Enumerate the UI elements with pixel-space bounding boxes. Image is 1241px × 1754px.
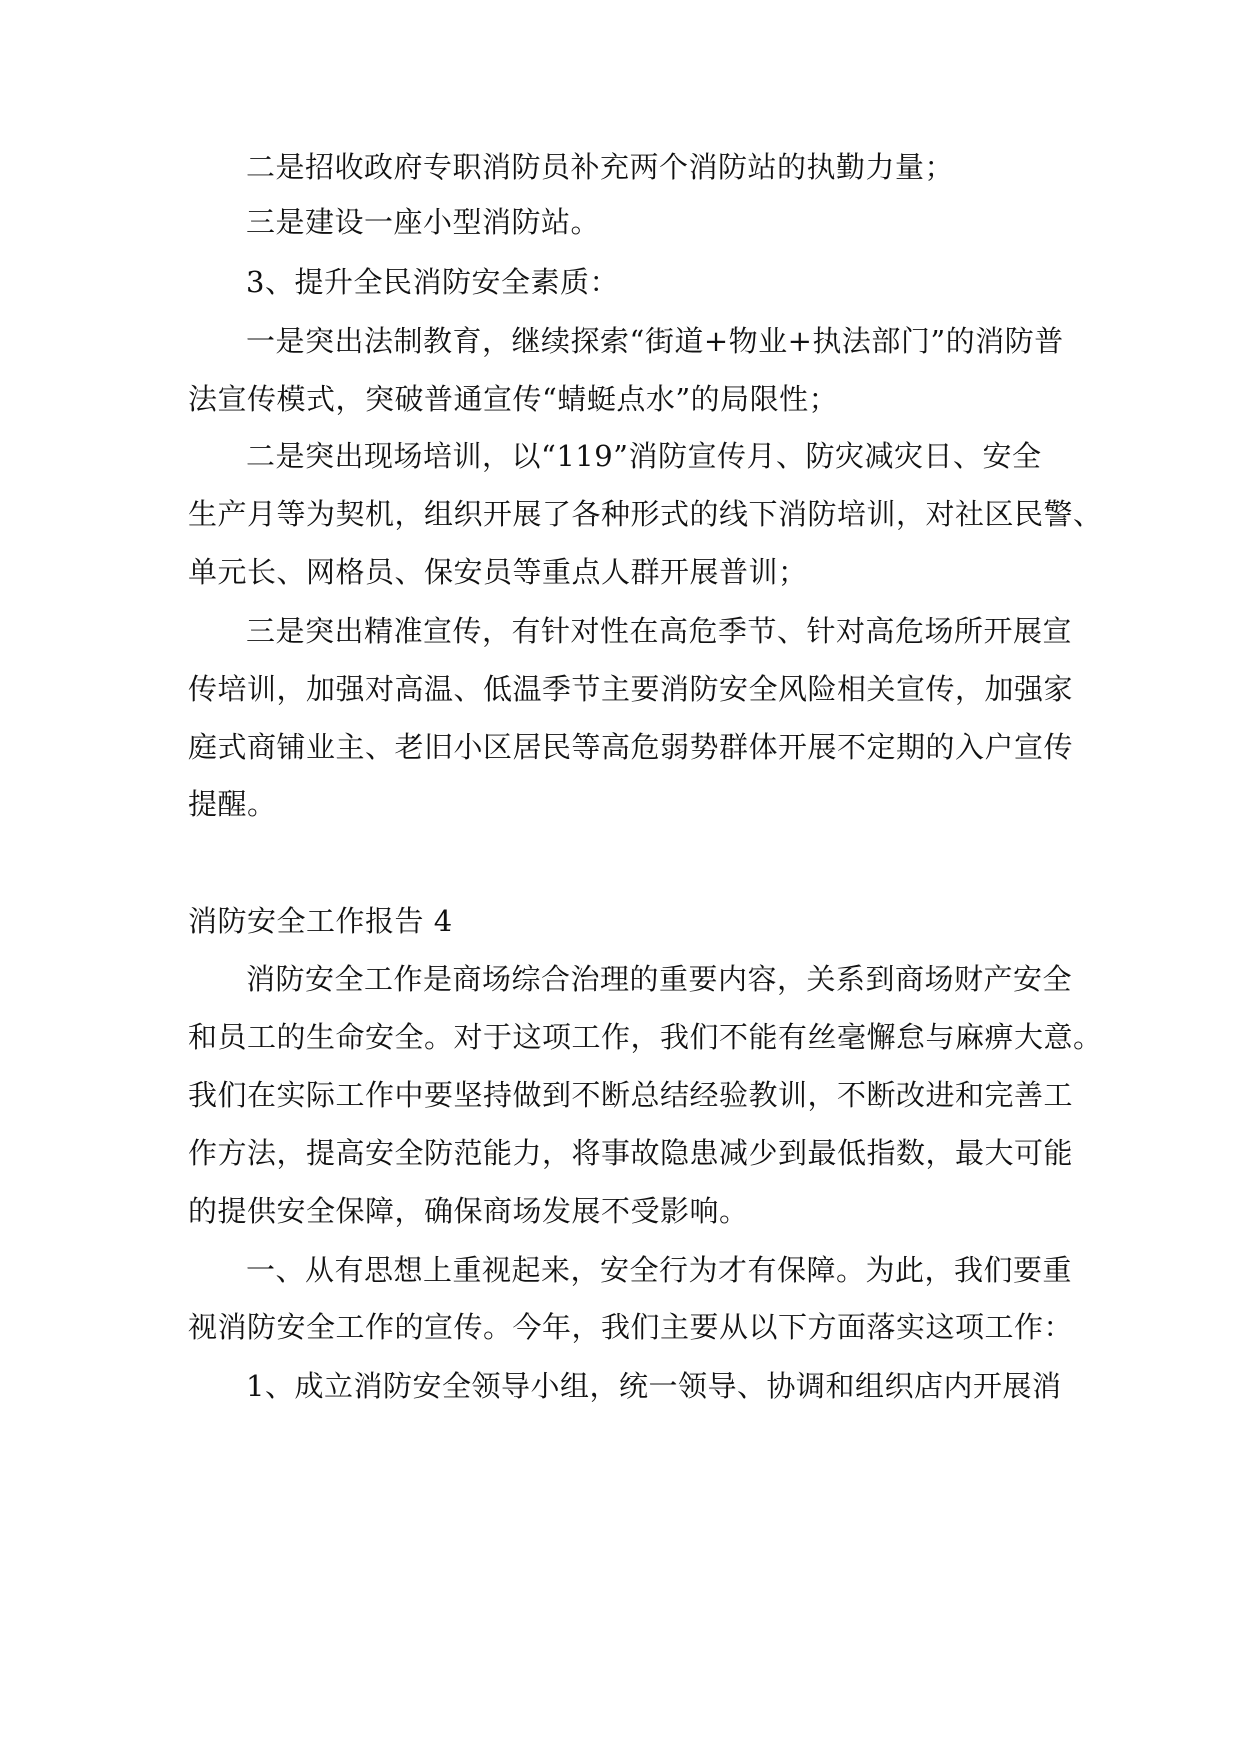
- paragraph-line: 二是招收政府专职消防员补充两个消防站的执勤力量；: [246, 150, 955, 184]
- paragraph-line: 消防安全工作是商场综合治理的重要内容，关系到商场财产安全: [246, 962, 1073, 996]
- paragraph-line: 提醒。: [188, 787, 277, 821]
- paragraph-line: 传培训，加强对高温、低温季节主要消防安全风险相关宣传，加强家: [188, 672, 1074, 706]
- paragraph-line: 的提供安全保障，确保商场发展不受影响。: [188, 1194, 749, 1228]
- paragraph-line: 视消防安全工作的宣传。今年，我们主要从以下方面落实这项工作：: [188, 1310, 1074, 1344]
- paragraph-line: 作方法，提高安全防范能力，将事故隐患减少到最低指数，最大可能: [188, 1136, 1074, 1170]
- paragraph-line: 和员工的生命安全。对于这项工作，我们不能有丝毫懈怠与麻痹大意。: [188, 1020, 1103, 1054]
- paragraph-line: 庭式商铺业主、老旧小区居民等高危弱势群体开展不定期的入户宣传: [188, 730, 1074, 764]
- paragraph-line: 单元长、网格员、保安员等重点人群开展普训；: [188, 555, 808, 589]
- paragraph-line: 二是突出现场培训，以“119”消防宣传月、防灾减灾日、安全: [246, 439, 1042, 473]
- paragraph-line: 三是建设一座小型消防站。: [246, 205, 601, 239]
- paragraph-line: 1、成立消防安全领导小组，统一领导、协调和组织店内开展消: [246, 1369, 1062, 1403]
- paragraph-line: 生产月等为契机，组织开展了各种形式的线下消防培训，对社区民警、: [188, 497, 1103, 531]
- paragraph-line: 三是突出精准宣传，有针对性在高危季节、针对高危场所开展宣: [246, 614, 1073, 648]
- paragraph-line: 一是突出法制教育，继续探索“街道+物业+执法部门”的消防普: [246, 324, 1064, 358]
- paragraph-line: 3、提升全民消防安全素质：: [246, 265, 619, 299]
- paragraph-line: 法宣传模式，突破普通宣传“蜻蜓点水”的局限性；: [188, 382, 839, 416]
- paragraph-line: 我们在实际工作中要坚持做到不断总结经验教训，不断改进和完善工: [188, 1078, 1074, 1112]
- section-title: 消防安全工作报告 4: [188, 904, 453, 938]
- paragraph-line: 一、从有思想上重视起来，安全行为才有保障。为此，我们要重: [246, 1253, 1073, 1287]
